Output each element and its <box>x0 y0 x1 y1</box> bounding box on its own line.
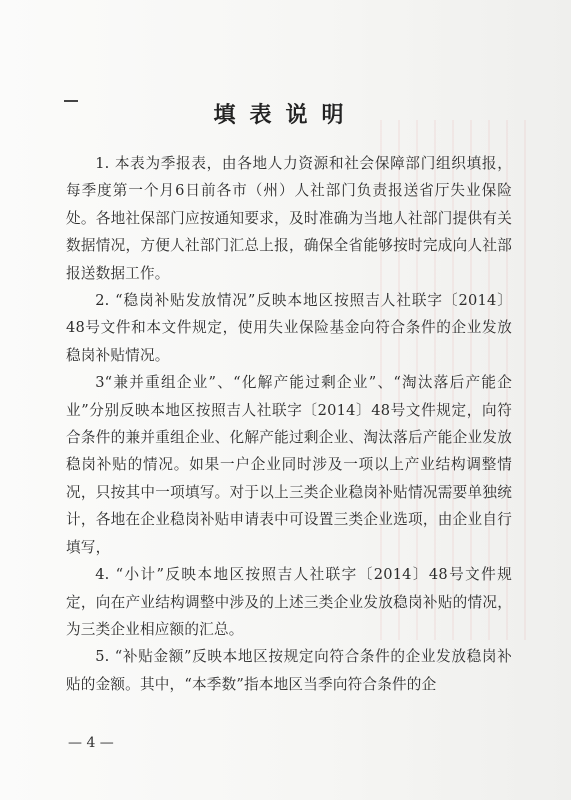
page-title: 填表说明 <box>213 102 358 128</box>
paragraph-2: 2. “稳岗补贴发放情况”反映本地区按照吉人社联字〔2014〕48号文件和本文件规定，使用失业保险基金向符合条件的企业发放稳岗补贴情况。 <box>66 292 512 364</box>
instructions-body <box>66 150 512 698</box>
page-number: — 4 — <box>68 735 114 751</box>
paragraph-3: 3“兼并重组企业”、“化解产能过剩企业”、“淘汰落后产能企业”分别反映本地区按照吉人社联字〔2014〕48号文件规定，向符合条件的兼并重组企业、化解产能过剩企业、淘汰落后产能企业发放稳岗补贴的情况。如果一户企业同时涉及一项以上产业结构调整情况，只按其中一项填写。对于以上三类企业稳岗补贴情况需要单独统计，各地在企业稳岗补贴申请表中可设置三类企业选项，由企业自行填写， <box>66 374 512 556</box>
paragraph-4: 4. “小计”反映本地区按照吉人社联字〔2014〕48号文件规定，向在产业结构调整中涉及的上述三类企业发放稳岗补贴的情况，为三类企业相应额的汇总。 <box>66 566 512 638</box>
paragraph-1: 1. 本表为季报表，由各地人力资源和社会保障部门组织填报，每季度第一个月6日前各市（州）人社部门负责报送省厅失业保险处。各地社保部门应按通知要求，及时准确为当地人社部门提供有关数据情况，方便人社部门汇总上报，确保全省能够按时完成向人社部报送数据工作。 <box>66 155 512 282</box>
paragraph-5: 5. “补贴金额”反映本地区按规定向符合条件的企业发放稳岗补贴的金额。其中，“本季数”指本地区当季向符合条件的企 <box>66 648 512 693</box>
